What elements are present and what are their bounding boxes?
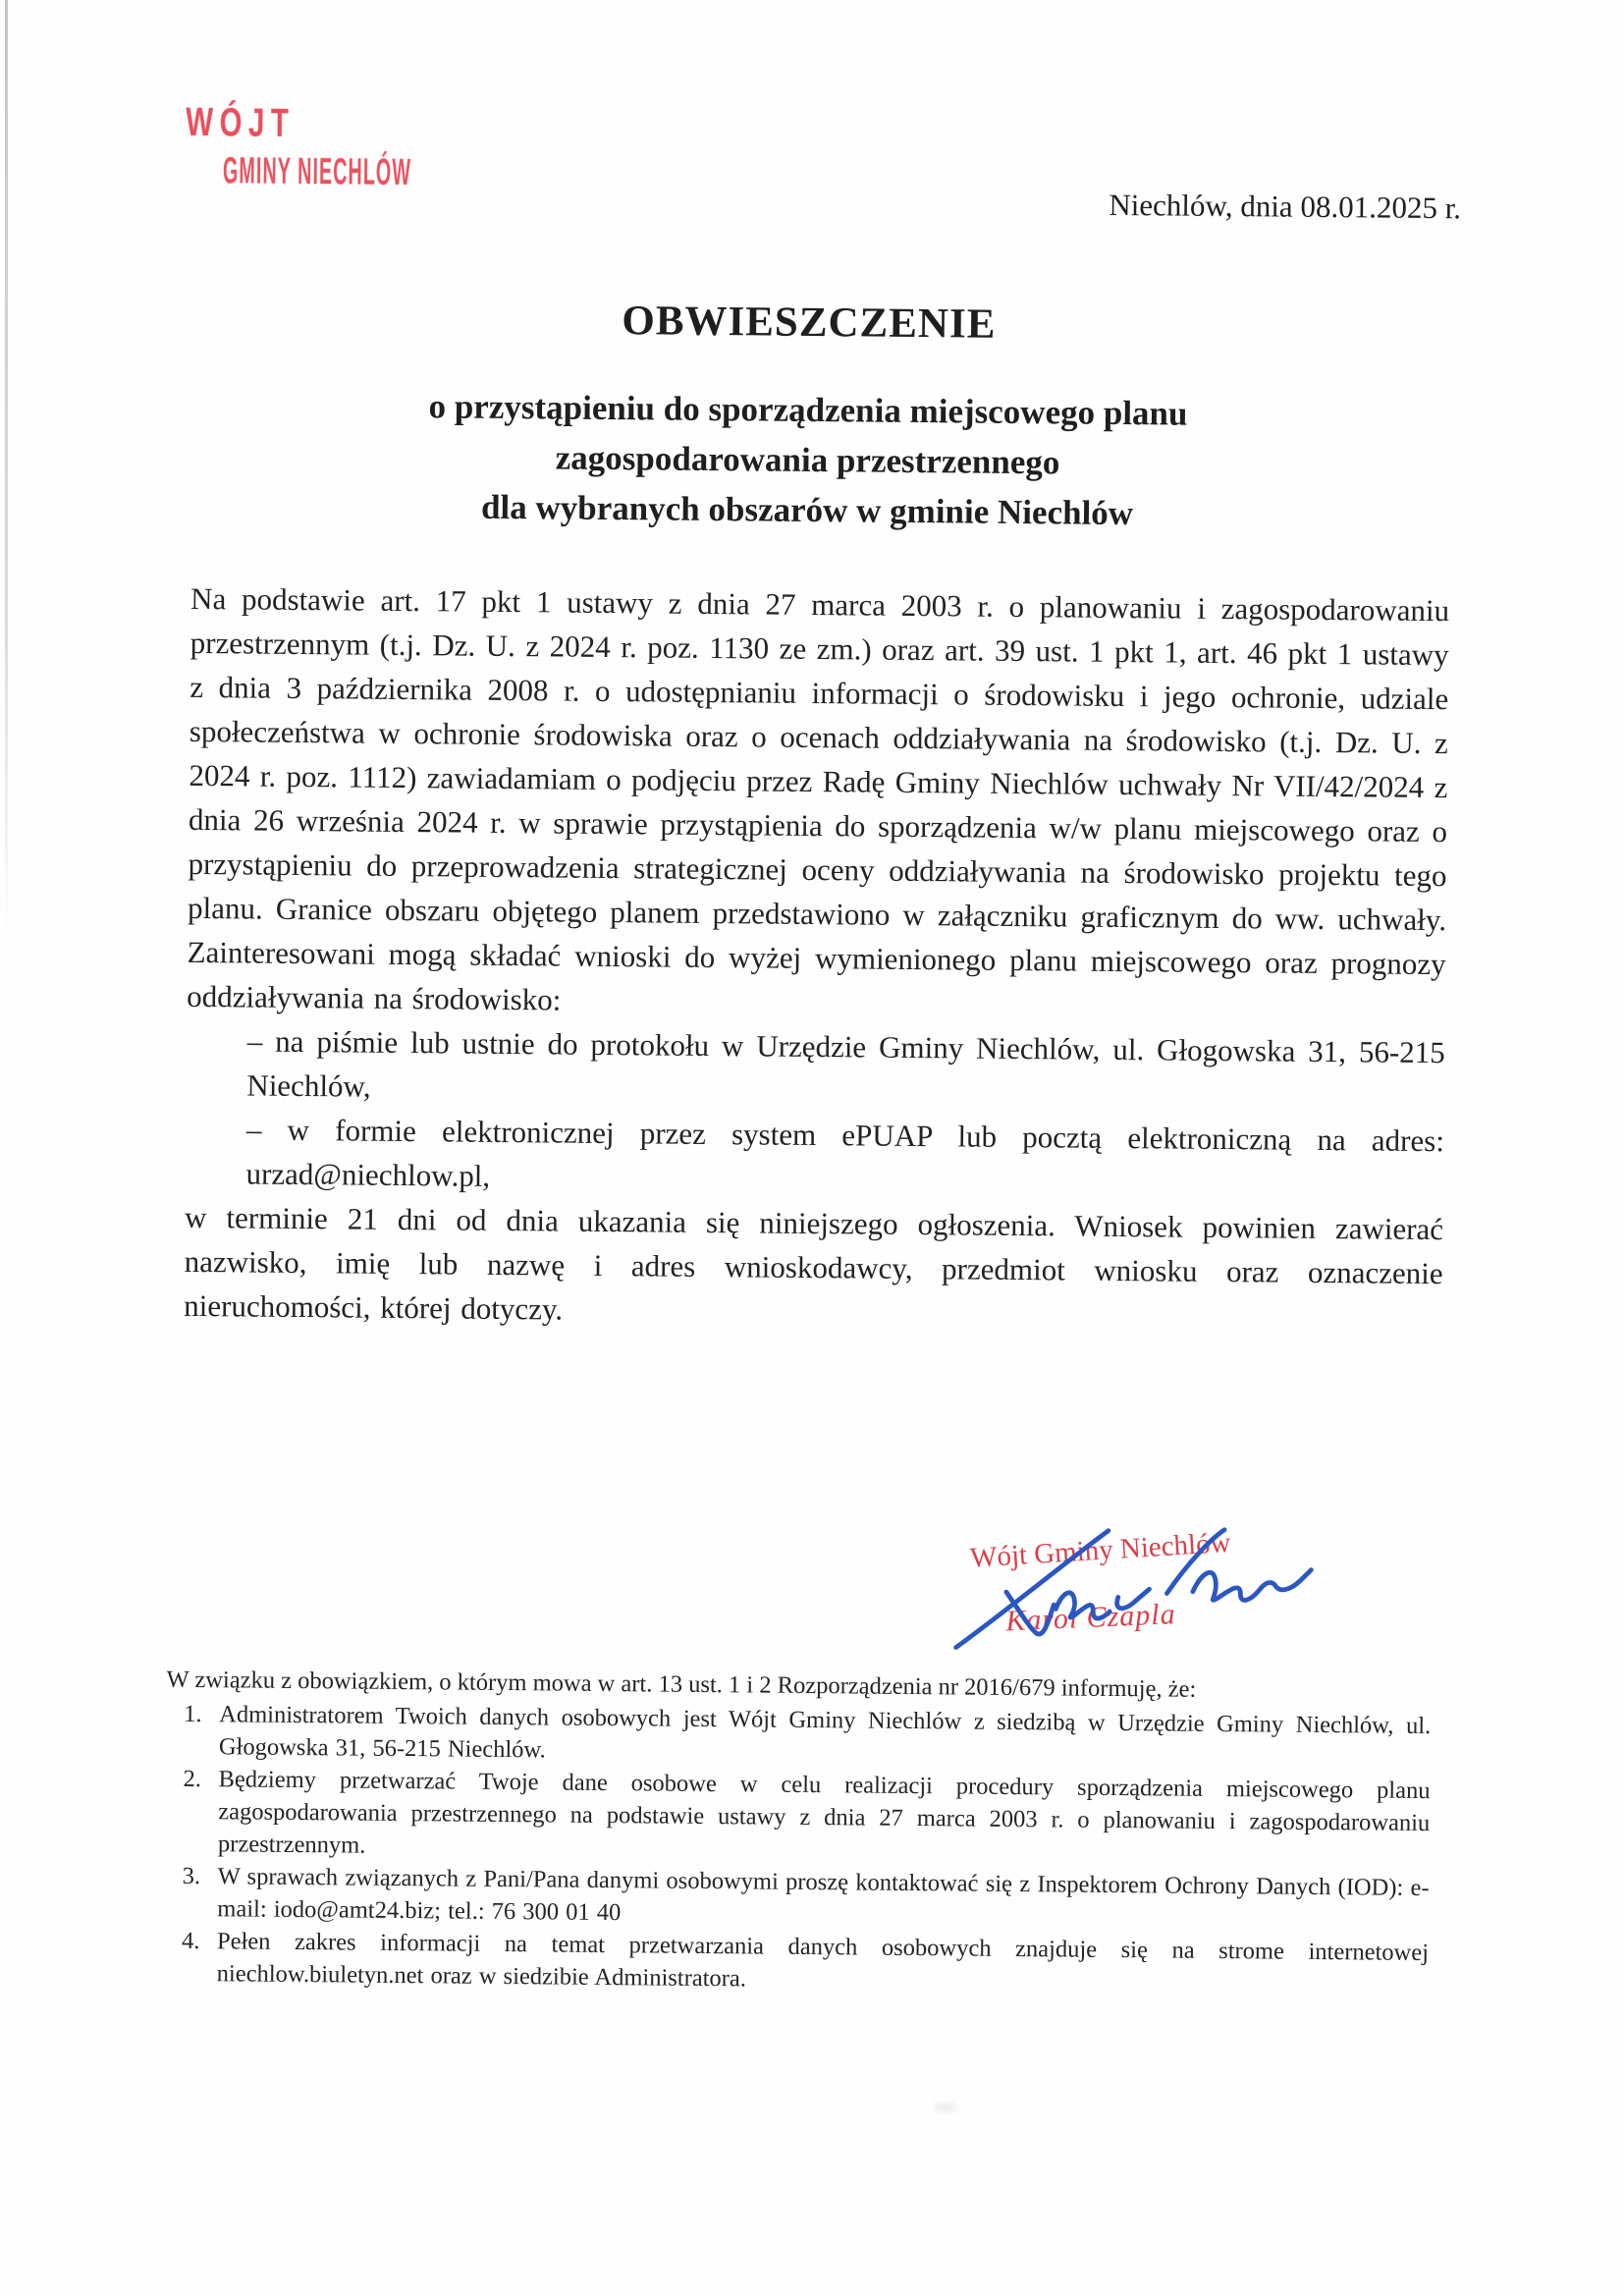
subtitle-line-2: zagospodarowania przestrzennego — [555, 438, 1060, 482]
subtitle-line-3: dla wybranych obszarów w gminie Niechlów — [480, 487, 1134, 533]
signatory-name: Karol Czapla — [1004, 1598, 1177, 1638]
body-paragraph-2: w terminie 21 dni od dnia ukazania się niniejszego ogłoszenia. Wniosek powinien zawierać nazwisko, imię lub nazwę i adres wnioskodawcy, przedmiot wniosku oraz oznaczenie nieruchomości, której dotyczy. — [184, 1199, 1444, 1327]
signatory-role: Wójt Gminy Niechlów — [969, 1526, 1232, 1574]
list-item-number: 1. — [184, 1700, 202, 1728]
handwritten-signature-ink — [944, 1515, 1318, 1667]
rodo-clause — [164, 1664, 1432, 2001]
signature-block — [951, 1523, 1346, 1694]
list-item-number: 3. — [182, 1862, 201, 1890]
document-subtitle — [0, 377, 1620, 543]
list-item — [165, 1763, 1431, 1872]
list-item-text: Pełen zakres informacji na temat przetwarzania danych osobowych znajduje się na strome internetowej niechlow.biuletyn.net oraz w siedzibie Administratora. — [216, 1928, 1430, 1993]
list-item-text: Administratorem Twoich danych osobowych jest Wójt Gminy Niechlów z siedzibą w Urzędzie Gminy Niechlów, ul. Głogowska 31, 56-215 Niechlów. — [218, 1701, 1432, 1764]
list-item-text: Będziemy przetwarzać Twoje dane osobowe w celu realizacji procedury sporządzenia miejscowego planu zagospodarowania przestrzennego na podstawie ustawy z dnia 27 marca 2003 r. o planowaniu i zagospodarowaniu przestrzennym. — [217, 1766, 1431, 1859]
stamp-subtitle: GMINY NIECHLÓW — [222, 150, 412, 194]
office-stamp — [135, 98, 412, 194]
list-item-text: W sprawach związanych z Pani/Pana danymi osobowymi proszę kontaktować się z Inspektorem Ochrony Danych (IOD): e-mail: iodo@amt24.biz; tel.: 76 300 01 40 — [217, 1863, 1430, 1927]
list-item — [164, 1860, 1430, 1937]
list-item — [164, 1925, 1430, 2001]
body-paragraph-1: Na podstawie art. 17 pkt 1 ustawy z dnia 27 marca 2003 r. o planowaniu i zagospodarowaniu przestrzennym (t.j. Dz. U. z 2024 r. poz. 1130 ze zm.) oraz art. 39 ust. 1 pkt 1, art. 46 pkt 1 ustawy z dnia 3 października 2008 r. o udostępnianiu informacji o środowisku i jego ochronie, udziale społeczeństwa w ochronie środowiska oraz o ocenach oddziaływania na środowisko (t.j. Dz. U. z 2024 r. poz. 1112) zawiadamiam o podjęciu przez Radę Gminy Niechlów uchwały Nr VII/42/2024 z dnia 26 września 2024 r. w sprawie przystąpienia do sporządzenia w/w planu miejscowego oraz o przystąpieniu do przeprowadzenia strategicznej oceny oddziaływania na środowisko projektu tego planu. Granice obszaru objętego planem przedstawiono w załączniku graficznym do ww. uchwały. Zainteresowani mogą składać wnioski do wyżej wymienionego planu miejscowego oraz prognozy oddziaływania na środowisko: — [187, 580, 1450, 1017]
scan-smudge-artifact — [933, 2102, 958, 2113]
list-item-number: 2. — [183, 1765, 202, 1793]
subtitle-line-1: o przystąpieniu do sporządzenia miejscowego planu — [428, 387, 1188, 433]
stamp-title: WÓJT — [186, 98, 296, 145]
body-text — [184, 576, 1449, 1339]
document-title: OBWIESZCZENIE — [622, 298, 997, 348]
list-item — [166, 1698, 1432, 1775]
place-and-date: Niechlów, dnia 08.01.2025 r. — [1109, 187, 1462, 226]
list-item-number: 4. — [181, 1927, 200, 1955]
rodo-intro: W związku z obowiązkiem, o którym mowa w art. 13 ust. 1 i 2 Rozporządzenia nr 2016/679 informuję, że: — [166, 1666, 1197, 1703]
body-bullet-2: – w formie elektronicznej przez system ePUAP lub pocztą elektroniczną na adres: urzad@niechlow.pl, — [245, 1112, 1445, 1193]
body-bullet-1: – na piśmie lub ustnie do protokołu w Urzędzie Gminy Niechlów, ul. Głogowska 31, 56-215 Niechlów, — [246, 1023, 1445, 1104]
